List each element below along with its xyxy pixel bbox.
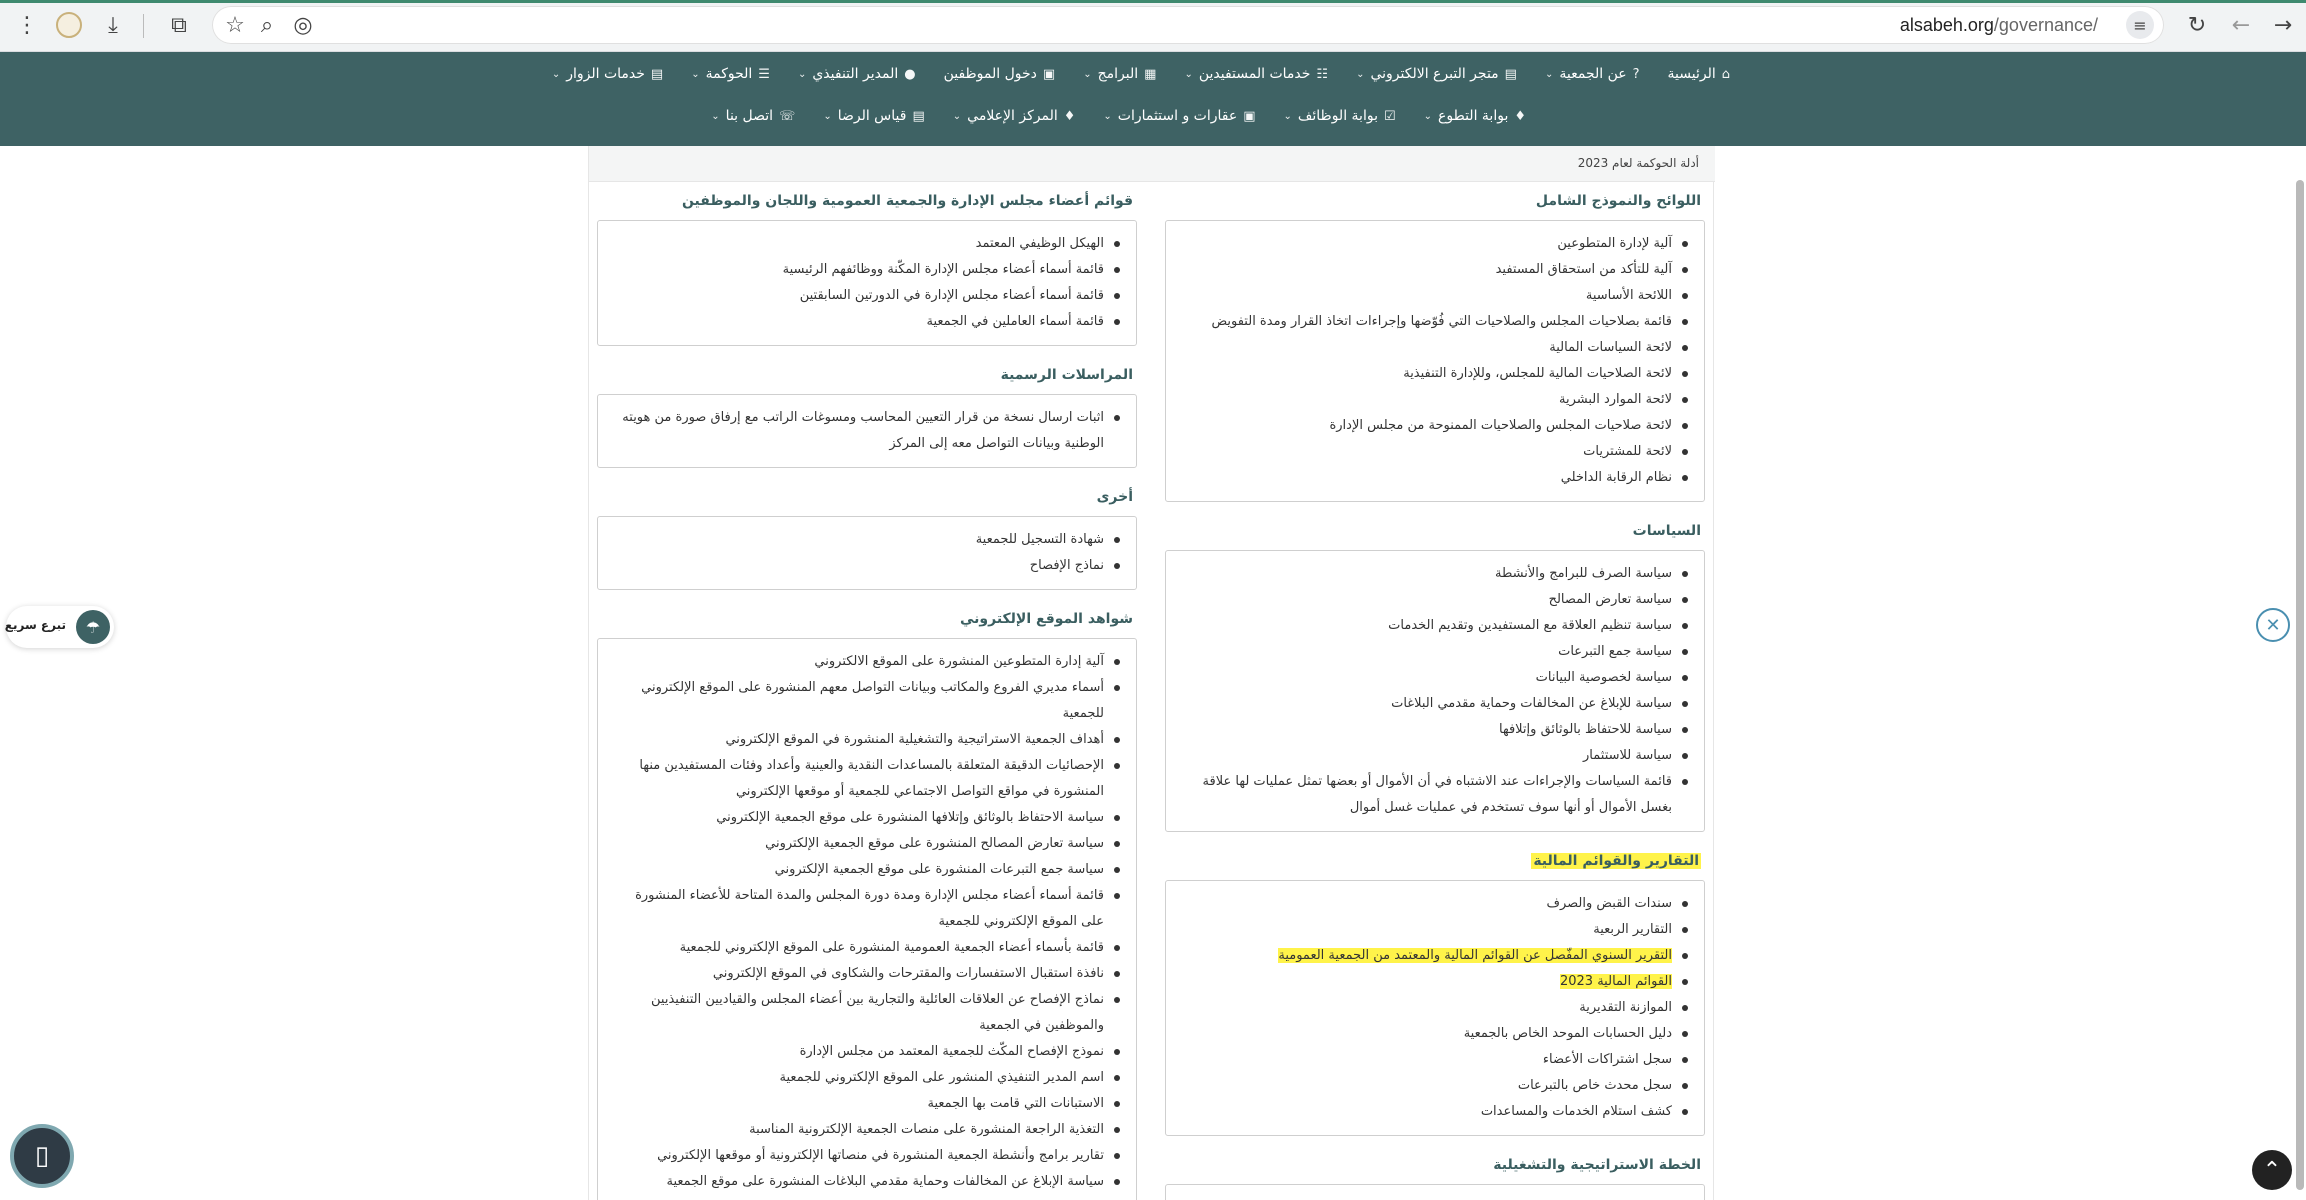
doc-link[interactable]: سياسة تعارض المصالح (1178, 587, 1694, 613)
nav-label: دخول الموظفين (943, 66, 1037, 82)
doc-link[interactable]: كشف استلام الخدمات والمساعدات (1178, 1099, 1694, 1125)
tracking-protection-icon[interactable]: ◎ (293, 12, 313, 38)
doc-link[interactable]: سياسة جمع التبرعات (1178, 639, 1694, 665)
reload-icon[interactable]: ↻ (2187, 12, 2207, 38)
section-title-website-evidence: شواهد الموقع الإلكتروني (959, 611, 1133, 627)
doc-link[interactable]: سياسة لخصوصية البيانات (1178, 665, 1694, 691)
doc-link[interactable]: سياسة للاستثمار (1178, 743, 1694, 769)
doc-link[interactable]: لائحة للمشتريات (1178, 439, 1694, 465)
nav-employee-login[interactable] (944, 66, 1056, 82)
doc-link[interactable]: قائمة أسماء أعضاء مجلس الإدارة في الدورتين السابقتين (610, 283, 1126, 309)
doc-link[interactable]: لائحة السياسات المالية (1178, 335, 1694, 361)
right-column (1165, 182, 1705, 1200)
highlighted-title: التقارير والقوائم المالية (1533, 853, 1699, 869)
home-icon: ⌂ (1721, 66, 1730, 82)
doc-link[interactable]: آلية لإدارة المتطوعين (1178, 231, 1694, 257)
download-icon[interactable]: ⤓ (108, 12, 118, 38)
nav-real-estate[interactable] (1103, 108, 1255, 124)
nav-jobs-portal[interactable] (1284, 108, 1396, 124)
doc-link[interactable]: الموازنة التقديرية (1178, 995, 1694, 1021)
building-icon: ▣ (1243, 108, 1256, 124)
quick-donate-label: تبرع سريع (4, 618, 66, 632)
nav-donation-store[interactable] (1356, 66, 1517, 82)
nav-media-center[interactable] (953, 108, 1076, 124)
doc-link[interactable]: قائمة أسماء أعضاء مجلس الإدارة ومدة دورة المجلس والمدة المتاحة للأعضاء المنشورة على الموقع الإلكتروني للجمعية (610, 883, 1126, 935)
doc-link[interactable]: أهداف الجمعية الاستراتيجية والتشغيلية المنشورة في الموقع الإلكتروني (610, 727, 1126, 753)
correspondence-box (597, 394, 1137, 468)
nav-label: متجر التبرع الالكتروني (1370, 66, 1499, 82)
close-icon[interactable]: ✕ (2256, 608, 2290, 642)
doc-link[interactable]: لائحة الموارد البشرية (1178, 387, 1694, 413)
governance-content (588, 146, 1714, 1200)
chevron-down-icon: ⌄ (952, 110, 962, 122)
doc-link[interactable]: قائمة أسماء أعضاء مجلس الإدارة المكّنة ووظائفهم الرئيسية (610, 257, 1126, 283)
highlighted-text: القوائم المالية 2023 (1559, 974, 1672, 989)
doc-link[interactable]: سجل اشتراكات الأعضاء (1178, 1047, 1694, 1073)
doc-link[interactable]: تقارير برامج وأنشطة الجمعية المنشورة في منصاتها الإلكترونية أو موقعها الإلكتروني (610, 1143, 1126, 1169)
chevron-down-icon: ⌄ (797, 68, 807, 80)
site-navigation (0, 52, 2306, 146)
doc-link-highlighted[interactable] (1178, 969, 1694, 995)
nav-volunteer-portal[interactable] (1424, 108, 1526, 124)
doc-link[interactable]: سياسة للإبلاغ عن المخالفات وحماية مقدمي البلاغات (1178, 691, 1694, 717)
section-title-board-lists: قوائم أعضاء مجلس الإدارة والجمعية العمومية واللجان والموظفين (681, 193, 1133, 209)
regulations-list (1178, 231, 1694, 491)
nav-executive-director[interactable] (798, 66, 916, 82)
section-title-policies: السياسات (1632, 523, 1701, 539)
doc-link[interactable]: الإحصائيات الدقيقة المتعلقة بالمساعدات النقدية والعينية وأعداد وفئات المستفيدين منها المنشورة في مواقع التواصل الاجتماعي للجمعية أو موقعها الإلكتروني (610, 753, 1126, 805)
chevron-down-icon: ⌄ (1083, 68, 1092, 80)
nav-about[interactable] (1545, 66, 1640, 82)
regulations-box (1165, 220, 1705, 502)
browser-toolbar (0, 0, 2306, 52)
user-icon: ● (904, 66, 916, 82)
strategic-plan-box (1165, 1184, 1705, 1200)
doc-link[interactable]: اثبات ارسال نسخة من قرار التعيين المحاسب ومسوغات الراتب مع إرفاق صورة من هويته الوطنية وبيانات التواصل معه إلى المركز (610, 405, 1126, 457)
section-title-financial-reports (1165, 842, 1705, 880)
nav-label: اتصل بنا (725, 108, 774, 124)
nav-label: المدير التنفيذي (812, 66, 899, 82)
doc-link[interactable]: التقارير الربعية (1178, 917, 1694, 943)
scroll-to-top-icon[interactable]: ⌃ (2252, 1150, 2292, 1190)
donate-hand-icon: ☂ (76, 610, 110, 644)
microphone-icon: ♦ (1063, 108, 1076, 124)
nav-row-secondary (711, 108, 1526, 124)
list-icon: ☰ (758, 66, 770, 82)
nav-label: الحوكمة (705, 66, 753, 82)
doc-link[interactable]: الهيكل الوظيفي المعتمد (610, 231, 1126, 257)
doc-link[interactable]: سياسة جمع التبرعات المنشورة على موقع الجمعية الإلكتروني (610, 857, 1126, 883)
question-icon: ? (1632, 66, 1640, 82)
url-text[interactable] (1900, 15, 2098, 36)
nav-label: عن الجمعية (1559, 66, 1627, 82)
extension-logo-icon[interactable] (56, 12, 82, 38)
address-bar[interactable] (212, 6, 2164, 44)
doc-link[interactable]: نافذة استقبال الاستفسارات والمقترحات والشكاوى في الموقع الإلكتروني (610, 961, 1126, 987)
doc-link[interactable]: قائمة أسماء العاملين في الجمعية (610, 309, 1126, 335)
users-icon: ☷ (1316, 66, 1329, 82)
section-title-other: أخرى (1096, 489, 1133, 505)
website-evidence-list (610, 649, 1126, 1195)
chevron-down-icon: ⌄ (1356, 68, 1365, 80)
doc-link[interactable]: سياسة تنظيم العلاقة مع المستفيدين وتقديم الخدمات (1178, 613, 1694, 639)
services-icon: ▤ (650, 66, 664, 82)
checkbox-icon: ☑ (1383, 108, 1396, 124)
doc-link[interactable]: شهادة التسجيل للجمعية (610, 527, 1126, 553)
other-box (597, 516, 1137, 590)
chevron-down-icon: ⌄ (823, 110, 832, 122)
chevron-down-icon: ⌄ (711, 110, 720, 122)
chevron-down-icon: ⌄ (551, 68, 561, 80)
nav-label: الرئيسية (1667, 66, 1716, 82)
doc-link[interactable]: التغذية الراجعة المنشورة على منصات الجمعية الإلكترونية المناسبة (610, 1117, 1126, 1143)
doc-link[interactable]: قائمة السياسات والإجراءات عند الاشتباه في أن الأموال أو بعضها تمثل عمليات لها علاقة بغسل الأموال أو أنها سوف تستخدم في عمليات غسل أموال (1178, 769, 1694, 821)
nav-visitor-services[interactable] (552, 66, 663, 82)
breadcrumb (589, 146, 1715, 182)
nav-row-primary (552, 66, 1730, 82)
nav-programs[interactable] (1083, 66, 1156, 82)
calendar-icon: ▦ (1144, 66, 1157, 82)
browser-menu-icon[interactable]: ⋮ (16, 12, 38, 38)
extensions-icon[interactable]: ⧉ (171, 12, 187, 38)
policies-box (1165, 550, 1705, 832)
forward-icon[interactable]: → (2273, 12, 2293, 38)
doc-link[interactable]: آلية للتأكد من استحقاق المستفيد (1178, 257, 1694, 283)
doc-link[interactable]: نظام الرقابة الداخلي (1178, 465, 1694, 491)
doc-link[interactable]: سياسة تعارض المصالح المنشورة على موقع الجمعية الإلكتروني (610, 831, 1126, 857)
top-accent-line (0, 0, 2306, 3)
doc-link[interactable]: الاستبانات التي قامت بها الجمعية (610, 1091, 1126, 1117)
survey-icon: ▤ (912, 108, 925, 124)
board-lists-list (610, 231, 1126, 335)
doc-link[interactable]: سياسة الاحتفاظ بالوثائق وإتلافها المنشورة على موقع الجمعية الإلكتروني (610, 805, 1126, 831)
nav-home[interactable] (1668, 66, 1731, 82)
doc-link[interactable]: سياسة للاحتفاظ بالوثائق وإتلافها (1178, 717, 1694, 743)
zoom-icon[interactable]: ⌕ (260, 12, 274, 38)
nav-label: بوابة التطوع (1438, 108, 1509, 124)
doc-link[interactable]: أسماء مديري الفروع والمكاتب وبيانات التواصل معهم المنشورة على الموقع الإلكتروني للجمعية (610, 675, 1126, 727)
site-info-icon[interactable]: ≡ (2126, 11, 2154, 39)
doc-link[interactable]: اللائحة الأساسية (1178, 283, 1694, 309)
nav-label: عقارات و استثمارات (1117, 108, 1238, 124)
store-icon: ▤ (1504, 66, 1517, 82)
policies-list (1178, 561, 1694, 821)
left-column (597, 182, 1137, 1200)
toolbar-divider (143, 14, 144, 38)
bookmark-star-icon[interactable]: ☆ (225, 12, 245, 38)
doc-link[interactable]: نماذج الإفصاح (610, 553, 1126, 579)
section-title-regulations: اللوائح والنموذج الشامل (1535, 193, 1701, 209)
nav-label: خدمات المستفيدين (1198, 66, 1311, 82)
doc-link[interactable]: سياسة الإبلاغ عن المخالفات وحماية مقدمي البلاغات المنشورة على موقع الجمعية (610, 1169, 1126, 1195)
nav-label: بوابة الوظائف (1297, 108, 1378, 124)
doc-link[interactable]: لائحة الصلاحيات المالية للمجلس، وللإدارة التنفيذية (1178, 361, 1694, 387)
doc-link[interactable]: نماذج الإفصاح عن العلاقات العائلية والتجارية بين أعضاء المجلس والقياديين التنفيذيين والموظفين في الجمعية (610, 987, 1126, 1039)
board-lists-box (597, 220, 1137, 346)
nav-label: قياس الرضا (837, 108, 907, 124)
other-list (610, 527, 1126, 579)
doc-link[interactable]: قائمة بصلاحيات المجلس والصلاحيات التي فُوّضها وإجراءات اتخاذ القرار ومدة التفويض (1178, 309, 1694, 335)
doc-link-highlighted[interactable] (1178, 943, 1694, 969)
breadcrumb-text: أدلة الحوكمة لعام 2023 (1577, 156, 1699, 170)
volunteer-icon: ♦ (1514, 108, 1526, 124)
quick-donate-button[interactable] (6, 606, 114, 648)
nav-governance[interactable] (691, 66, 770, 82)
doc-link[interactable]: نموذج الإفصاح المكّث للجمعية المعتمد من مجلس الإدارة (610, 1039, 1126, 1065)
chevron-down-icon: ⌄ (691, 68, 700, 80)
doc-link[interactable]: لائحة صلاحيات المجلس والصلاحيات الممنوحة من مجلس الإدارة (1178, 413, 1694, 439)
doc-link[interactable]: سياسة الصرف للبرامج والأنشطة (1178, 561, 1694, 587)
financial-reports-box (1165, 880, 1705, 1136)
chevron-down-icon: ⌄ (1283, 110, 1292, 122)
financial-reports-list (1178, 891, 1694, 1125)
doc-link[interactable]: قائمة بأسماء أعضاء الجمعية العمومية المنشورة على الموقع الإلكتروني للجمعية (610, 935, 1126, 961)
doc-link[interactable]: دليل الحسابات الموحد الخاص بالجمعية (1178, 1021, 1694, 1047)
chevron-down-icon: ⌄ (1184, 68, 1193, 80)
url-domain: alsabeh.org (1899, 15, 1994, 35)
chevron-down-icon: ⌄ (1103, 110, 1112, 122)
doc-link[interactable]: سجل محدث خاص بالتبرعات (1178, 1073, 1694, 1099)
phone-icon: ☏ (779, 108, 796, 124)
nav-beneficiary-services[interactable] (1184, 66, 1328, 82)
doc-link[interactable]: سندات القبض والصرف (1178, 891, 1694, 917)
nav-label: المركز الإعلامي (967, 108, 1058, 124)
mobile-app-icon[interactable]: ▯ (10, 1124, 74, 1188)
nav-contact[interactable] (711, 108, 795, 124)
correspondence-list (610, 405, 1126, 457)
highlighted-text: التقرير السنوي المفّصل عن القوائم المالية والمعتمد من الجمعية العمومية (1278, 948, 1672, 963)
url-path: /governance/ (1993, 15, 2098, 35)
doc-link[interactable]: آلية إدارة المتطوعين المنشورة على الموقع الالكتروني (610, 649, 1126, 675)
section-title-strategic-plan: الخطة الاستراتيجية والتشغيلية (1493, 1157, 1701, 1173)
page-scrollbar[interactable] (2296, 180, 2304, 1190)
chevron-down-icon: ⌄ (1423, 110, 1433, 122)
id-card-icon: ▣ (1042, 66, 1056, 82)
section-title-correspondence: المراسلات الرسمية (1000, 367, 1133, 383)
nav-satisfaction[interactable] (823, 108, 924, 124)
chevron-down-icon: ⌄ (1544, 68, 1554, 80)
back-icon[interactable]: ← (2231, 12, 2251, 38)
doc-link[interactable]: اسم المدير التنفيذي المنشور على الموقع الإلكتروني للجمعية (610, 1065, 1126, 1091)
website-evidence-box (597, 638, 1137, 1200)
nav-label: البرامج (1097, 66, 1139, 82)
nav-label: خدمات الزوار (566, 66, 645, 82)
